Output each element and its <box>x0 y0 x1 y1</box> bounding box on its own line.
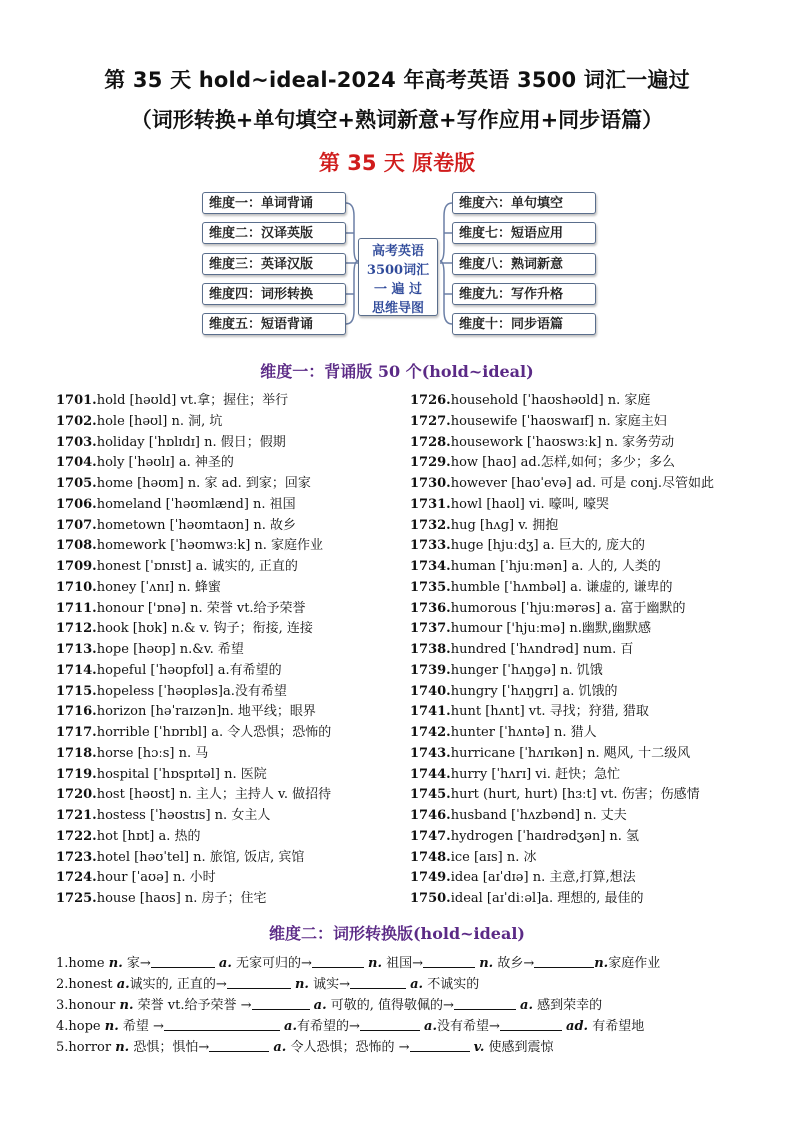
answer-blank[interactable] <box>410 1038 470 1052</box>
mind-map-center-line: 高考英语 <box>371 244 424 259</box>
entry-text: holy [ˈhəʊlɪ] a. 神圣的 <box>96 455 234 471</box>
entry-number: 1744. <box>410 766 451 782</box>
mind-map <box>200 186 600 336</box>
entry-text: honest [ˈɒnɪst] a. 诚实的, 正直的 <box>96 559 298 574</box>
entry-number: 1721. <box>56 808 97 823</box>
entry-number: 1706. <box>56 496 97 512</box>
vocab-entry <box>410 744 750 765</box>
vocab-entry <box>56 723 386 744</box>
vocab-entry <box>410 765 750 786</box>
vocab-entry <box>410 848 750 869</box>
entry-text: hurt (hurt, hurt) [hɜːt] vt. 伤害；伤感情 <box>450 787 700 803</box>
mind-map-center-line: 思维导图 <box>371 301 424 316</box>
entry-text: hospital [ˈhɒspɪtəl] n. 医院 <box>96 766 267 782</box>
mind-map-node-right-1: 维度六：单句填空 <box>452 192 596 214</box>
exercise-text: 荣誉 vt.给予荣誉 → <box>133 998 252 1013</box>
word-form-exercises <box>56 953 746 1058</box>
entry-text: humour ['hjuːmə] n.幽默,幽默感 <box>450 621 652 637</box>
entry-number: 1717. <box>56 725 97 740</box>
vocab-entry <box>410 619 750 640</box>
mind-map-center-line: 一 遍 过 <box>373 282 423 297</box>
vocab-entry <box>56 702 386 723</box>
exercise-text: 故乡→ <box>493 956 535 971</box>
vocab-entry <box>56 827 386 848</box>
section-heading-recitation: 维度一：背诵版 50 个(hold~ideal) <box>260 362 534 381</box>
entry-number: 1709. <box>56 559 97 574</box>
exercise-text: 无家可归的→ <box>231 956 312 971</box>
entry-number: 1742. <box>410 725 451 740</box>
vocab-entry <box>56 806 386 827</box>
entry-text: humble [ˈhʌmbəl] a. 谦虚的, 谦卑的 <box>450 579 673 595</box>
entry-text: hour [ˈaʊə] n. 小时 <box>96 870 216 886</box>
exercise-line <box>56 1037 746 1058</box>
part-of-speech: v. <box>473 1040 485 1055</box>
section-heading-word-forms: 维度二：词形转换版(hold~ideal) <box>268 924 525 943</box>
entry-text: homeland [ˈhəʊmlænd] n. 祖国 <box>96 496 296 512</box>
entry-text: hope [həʊp] n.&v. 希望 <box>96 642 244 657</box>
vocab-entry <box>56 578 386 599</box>
exercise-text: 有希望地 <box>588 1019 645 1034</box>
entry-number: 1733. <box>410 538 451 554</box>
entry-number: 1701. <box>56 393 97 408</box>
entry-number: 1718. <box>56 745 97 761</box>
vocab-entry <box>410 806 750 827</box>
vocab-entry <box>410 827 750 848</box>
answer-blank[interactable] <box>227 975 291 989</box>
answer-blank[interactable] <box>360 1017 420 1031</box>
vocab-entry <box>56 848 386 869</box>
vocab-entry <box>56 474 386 495</box>
vocab-entry <box>56 640 386 661</box>
part-of-speech: n. <box>104 1019 119 1034</box>
exercise-line <box>56 1016 746 1037</box>
answer-blank[interactable] <box>500 1017 562 1031</box>
answer-blank[interactable] <box>454 996 516 1010</box>
answer-blank[interactable] <box>350 975 406 989</box>
answer-blank[interactable] <box>423 954 475 968</box>
entry-text: holiday [ˈhɒlɪdɪ] n. 假日；假期 <box>96 434 286 450</box>
part-of-speech: n. <box>115 1040 130 1055</box>
vocab-entry <box>56 599 386 620</box>
vocab-entry <box>410 536 750 557</box>
vocab-list-right <box>410 391 750 910</box>
entry-number: 1714. <box>56 662 97 678</box>
vocab-list-left <box>56 391 386 910</box>
vocab-entry <box>56 744 386 765</box>
part-of-speech: n. <box>108 956 123 971</box>
entry-text: horizon [həˈraɪzən]n. 地平线；眼界 <box>96 704 316 720</box>
version-label: 第 35 天 原卷版 <box>318 151 476 175</box>
entry-text: hopeful [ˈhəʊpfʊl] a.有希望的 <box>96 662 282 678</box>
entry-number: 1728. <box>410 434 451 450</box>
exercise-text: 希望 → <box>118 1019 164 1034</box>
entry-text: how [haʊ] ad.怎样,如何；多少；多么 <box>450 455 675 471</box>
mind-map-node-left-2: 维度二：汉译英版 <box>202 222 346 244</box>
mind-map-node-left-5: 维度五：短语背诵 <box>202 313 346 335</box>
entry-number: 1745. <box>410 787 451 803</box>
entry-text: husband [ˈhʌzbənd] n. 丈夫 <box>450 808 627 823</box>
vocab-entry <box>56 516 386 537</box>
vocab-entry <box>410 889 750 910</box>
vocab-entry <box>56 765 386 786</box>
mind-map-node-right-5: 维度十：同步语篇 <box>452 313 596 335</box>
answer-blank[interactable] <box>151 954 215 968</box>
vocab-entry <box>56 868 386 889</box>
entry-text: hurry [ˈhʌrɪ] vi. 赶快；急忙 <box>450 766 621 782</box>
entry-number: 1716. <box>56 704 97 720</box>
vocab-entry <box>56 889 386 910</box>
entry-number: 1720. <box>56 787 97 803</box>
entry-number: 1731. <box>410 496 451 512</box>
entry-text: horrible [ˈhɒrɪbl] a. 令人恐惧；恐怖的 <box>96 725 332 740</box>
entry-number: 1713. <box>56 642 97 657</box>
vocab-entry <box>56 557 386 578</box>
entry-number: 1704. <box>56 455 97 471</box>
answer-blank[interactable] <box>252 996 310 1010</box>
entry-text: host [həʊst] n. 主人；主持人 v. 做招待 <box>96 787 332 803</box>
entry-text: household [ˈhaʊshəʊld] n. 家庭 <box>450 393 651 408</box>
entry-number: 1724. <box>56 870 97 886</box>
entry-text: hurricane [ˈhʌrɪkən] n. 飓风, 十二级风 <box>450 745 691 761</box>
entry-text: hold [həʊld] vt.拿；握住；举行 <box>96 393 289 408</box>
entry-text: honour ['ɒnə] n. 荣誉 vt.给予荣誉 <box>96 600 306 616</box>
exercise-text: 5.horror <box>56 1040 116 1055</box>
document-subtitle: （词形转换+单句填空+熟词新意+写作应用+同步语篇） <box>130 108 664 132</box>
entry-text: horse [hɔːs] n. 马 <box>96 745 209 761</box>
vocab-entry <box>410 702 750 723</box>
exercise-text: 可敬的, 值得敬佩的→ <box>326 998 454 1013</box>
vocab-entry <box>410 391 750 412</box>
entry-text: hometown [ˈhəʊmtaʊn] n. 故乡 <box>96 517 296 533</box>
part-of-speech: a. <box>313 998 327 1013</box>
entry-number: 1703. <box>56 434 97 450</box>
entry-text: hunger [ˈhʌŋɡə] n. 饥饿 <box>450 662 603 678</box>
document-title: 第 35 天 hold~ideal-2024 年高考英语 3500 词汇一遍过 <box>104 68 690 92</box>
part-of-speech: n. <box>294 977 309 992</box>
entry-number: 1732. <box>410 517 451 533</box>
entry-number: 1715. <box>56 683 97 699</box>
entry-number: 1727. <box>410 413 451 429</box>
entry-number: 1747. <box>410 828 451 844</box>
answer-blank[interactable] <box>209 1038 269 1052</box>
vocab-entry <box>56 391 386 412</box>
entry-number: 1738. <box>410 642 451 657</box>
exercise-line <box>56 995 746 1016</box>
exercise-text: 1.home <box>56 956 109 971</box>
entry-number: 1705. <box>56 476 97 491</box>
entry-number: 1730. <box>410 476 451 491</box>
entry-text: ideal [aɪˈdiːəl]a. 理想的, 最佳的 <box>450 891 644 906</box>
entry-text: hungry [ˈhʌŋɡrɪ] a. 饥饿的 <box>450 683 618 699</box>
entry-number: 1750. <box>410 891 451 906</box>
entry-number: 1710. <box>56 579 97 595</box>
entry-text: idea [aɪˈdɪə] n. 主意,打算,想法 <box>450 870 636 886</box>
entry-number: 1737. <box>410 621 451 637</box>
part-of-speech: ad. <box>566 1019 589 1034</box>
vocab-entry <box>410 474 750 495</box>
mind-map-node-right-4: 维度九：写作升格 <box>452 283 596 305</box>
entry-number: 1708. <box>56 538 97 554</box>
entry-text: hotel [həʊˈtel] n. 旅馆, 饭店, 宾馆 <box>96 849 305 865</box>
entry-text: human [ˈhjuːmən] a. 人的, 人类的 <box>450 559 661 574</box>
exercise-line <box>56 974 746 995</box>
exercise-text: 2.honest <box>56 977 117 992</box>
mind-map-center <box>358 238 438 316</box>
vocab-entry <box>56 785 386 806</box>
entry-text: housework [ˈhaʊswɜːk] n. 家务劳动 <box>450 434 675 450</box>
vocab-entry <box>410 785 750 806</box>
part-of-speech: n. <box>479 956 494 971</box>
answer-blank[interactable] <box>164 1017 280 1031</box>
answer-blank[interactable] <box>312 954 364 968</box>
part-of-speech: a. <box>424 1019 437 1034</box>
exercise-text: 恐惧；惧怕→ <box>129 1040 210 1055</box>
exercise-text: 诚实的, 正直的→ <box>129 977 227 992</box>
vocab-entry <box>410 433 750 454</box>
vocab-entry <box>56 619 386 640</box>
entry-number: 1749. <box>410 870 451 886</box>
exercise-text: 家庭作业 <box>608 956 661 971</box>
entry-text: hunter [ˈhʌntə] n. 猎人 <box>450 725 597 740</box>
vocab-entry <box>410 453 750 474</box>
vocab-entry <box>410 640 750 661</box>
part-of-speech: n. <box>594 956 609 971</box>
entry-number: 1729. <box>410 455 451 471</box>
vocab-entry <box>56 536 386 557</box>
exercise-text: 4.hope <box>56 1019 105 1034</box>
vocab-entry <box>56 433 386 454</box>
exercise-text: 诚实→ <box>308 977 350 992</box>
vocab-entry <box>56 661 386 682</box>
part-of-speech: a. <box>116 977 130 992</box>
entry-text: hot [hɒt] a. 热的 <box>96 828 201 844</box>
part-of-speech: a. <box>218 956 232 971</box>
entry-text: honey [ˈʌnɪ] n. 蜂蜜 <box>96 579 221 595</box>
entry-number: 1726. <box>410 393 451 408</box>
mind-map-node-left-4: 维度四：词形转换 <box>202 283 346 305</box>
entry-text: hostess [ˈhəʊstɪs] n. 女主人 <box>96 808 271 823</box>
entry-number: 1711. <box>56 600 97 616</box>
entry-number: 1740. <box>410 683 451 699</box>
entry-text: house [haʊs] n. 房子；住宅 <box>96 891 267 906</box>
part-of-speech: n. <box>368 956 383 971</box>
vocab-entry <box>410 868 750 889</box>
exercise-text: 感到荣幸的 <box>533 998 603 1013</box>
entry-number: 1748. <box>410 849 451 865</box>
vocab-entry <box>410 661 750 682</box>
vocab-entry <box>56 412 386 433</box>
exercise-line <box>56 953 746 974</box>
entry-text: home [həʊm] n. 家 ad. 到家；回家 <box>96 476 311 491</box>
entry-text: huge [hjuːdʒ] a. 巨大的, 庞大的 <box>450 538 645 554</box>
mind-map-node-right-3: 维度八：熟词新意 <box>452 253 596 275</box>
vocab-entry <box>410 412 750 433</box>
entry-number: 1725. <box>56 891 97 906</box>
vocab-entry <box>410 578 750 599</box>
entry-text: hook [hʊk] n.& v. 钩子；衔接, 连接 <box>96 621 313 637</box>
vocab-entry <box>56 495 386 516</box>
entry-text: hunt [hʌnt] vt. 寻找；狩猎, 猎取 <box>450 704 649 720</box>
vocab-entry <box>410 557 750 578</box>
entry-number: 1739. <box>410 662 451 678</box>
entry-text: howl [haʊl] vi. 嚎叫, 嚎哭 <box>450 496 609 512</box>
exercise-text: 家→ <box>122 956 151 971</box>
entry-text: hug [hʌɡ] v. 拥抱 <box>450 517 559 533</box>
entry-text: ice [aɪs] n. 冰 <box>450 849 537 865</box>
entry-number: 1734. <box>410 559 451 574</box>
entry-number: 1735. <box>410 579 451 595</box>
vocab-entry <box>410 682 750 703</box>
vocab-entry <box>56 453 386 474</box>
mind-map-node-left-3: 维度三：英译汉版 <box>202 253 346 275</box>
part-of-speech: n. <box>119 998 134 1013</box>
entry-number: 1719. <box>56 766 97 782</box>
entry-text: housewife [ˈhaʊswaɪf] n. 家庭主妇 <box>450 413 667 429</box>
mind-map-node-right-2: 维度七：短语应用 <box>452 222 596 244</box>
part-of-speech: a. <box>273 1040 287 1055</box>
entry-number: 1702. <box>56 413 97 429</box>
entry-text: humorous [ˈhjuːmərəs] a. 富于幽默的 <box>450 600 686 616</box>
exercise-text: 没有希望→ <box>437 1019 500 1034</box>
vocab-entry <box>410 495 750 516</box>
mind-map-center-line: 3500词汇 <box>366 263 430 278</box>
vocab-entry <box>410 516 750 537</box>
answer-blank[interactable] <box>534 954 594 968</box>
entry-text: hole [həʊl] n. 洞, 坑 <box>96 413 223 429</box>
entry-number: 1707. <box>56 517 97 533</box>
vocab-entry <box>410 599 750 620</box>
vocab-entry <box>410 723 750 744</box>
entry-number: 1741. <box>410 704 451 720</box>
exercise-text: 祖国→ <box>382 956 424 971</box>
entry-number: 1743. <box>410 745 451 761</box>
part-of-speech: a. <box>410 977 424 992</box>
entry-number: 1712. <box>56 621 97 637</box>
exercise-text: 不诚实的 <box>423 977 480 992</box>
entry-text: homework [ˈhəʊmwɜːk] n. 家庭作业 <box>96 538 324 554</box>
entry-text: hydrogen [ˈhaɪdrədʒən] n. 氢 <box>450 828 640 844</box>
entry-text: however [haʊˈevə] ad. 可是 conj.尽管如此 <box>450 476 715 491</box>
entry-number: 1723. <box>56 849 97 865</box>
entry-text: hundred [ˈhʌndrəd] num. 百 <box>450 642 634 657</box>
exercise-text: 令人恐惧；恐怖的 → <box>286 1040 410 1055</box>
part-of-speech: a. <box>520 998 533 1013</box>
entry-number: 1722. <box>56 828 97 844</box>
part-of-speech: a. <box>284 1019 297 1034</box>
vocab-entry <box>56 682 386 703</box>
exercise-text: 有希望的→ <box>297 1019 360 1034</box>
mind-map-node-left-1: 维度一：单词背诵 <box>202 192 346 214</box>
exercise-text: 使感到震惊 <box>484 1040 554 1055</box>
entry-text: hopeless [ˈhəʊpləs]a.没有希望 <box>96 683 287 699</box>
entry-number: 1736. <box>410 600 451 616</box>
exercise-text: 3.honour <box>56 998 120 1013</box>
entry-number: 1746. <box>410 808 451 823</box>
